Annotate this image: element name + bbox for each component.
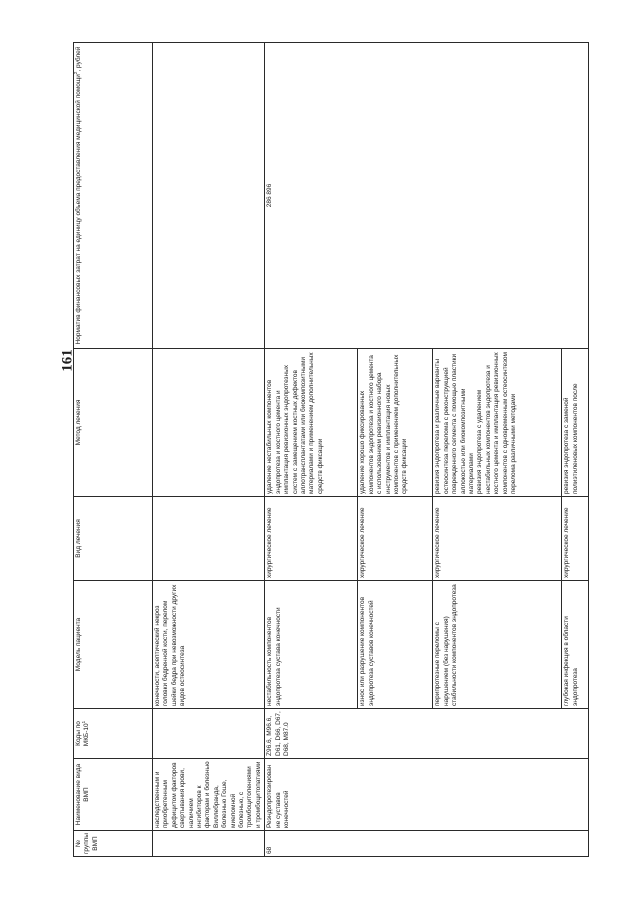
cell-codes — [153, 709, 265, 759]
header-patient-model: Модель пациента — [74, 581, 153, 709]
table-row — [265, 43, 358, 857]
cell-num — [153, 831, 265, 857]
cell-num — [562, 831, 589, 857]
cell-treatment-method — [433, 349, 562, 497]
table-row — [433, 43, 562, 857]
cell-patient-model: конечности, асептический некроз головки бедренной кости, перелом шейки бедра при невозможности других видов остеосинтеза — [153, 581, 265, 709]
cell-patient-model: глубокая инфекция в области эндопротеза — [562, 581, 589, 709]
header-treatment-type: Вид лечения — [74, 497, 153, 581]
cell-patient-model: перипротезные переломы с нарушением (без нарушения) стабильности компонентов эндопротеза — [433, 581, 562, 709]
cell-vmp-name: Реэндопротезирование суставов конечностей — [265, 759, 358, 831]
table-row — [562, 43, 589, 857]
cell-cost-norm — [562, 43, 589, 349]
cell-num: 68 — [265, 831, 358, 857]
cell-treatment-type: хирургическое лечение — [433, 497, 562, 581]
cell-treatment-type: хирургическое лечение — [265, 497, 358, 581]
cell-cost-norm: 286 896 — [265, 43, 358, 349]
cell-patient-model: износ или разрушение компонентов эндопротеза суставов конечностей — [358, 581, 433, 709]
cell-treatment-method — [153, 349, 265, 497]
table-sheet — [73, 43, 588, 857]
cell-num — [358, 831, 433, 857]
header-icd-codes: Коды по МКБ-$10^1$ — [74, 709, 153, 759]
header-treatment-method: Метод лечения — [74, 349, 153, 497]
method-text-2: ревизия эндопротеза с удалением нестабильных компонентов эндопротеза и костного цемента и имплантация ревизионных компонентов с одновременным остеосинтезом перелома различными методами — [476, 352, 517, 494]
cell-treatment-method: удаление хорошо фиксированных компонентов эндопротеза и костного цемента с использованием ревизионного набора инструментов и имплантация новых компонентов с применением дополнительных средств фиксации — [358, 349, 433, 497]
cell-treatment-method: ревизия эндопротеза с заменой полиэтиленовых компонентов после — [562, 349, 589, 497]
table-row — [153, 43, 265, 857]
header-row — [74, 43, 153, 857]
cell-codes: Z96.6, M96.6, D61, D66, D67, D68, M87.0 — [265, 709, 358, 759]
header-vmp-name: Наименование вида ВМП — [74, 759, 153, 831]
cell-treatment-method: удаление нестабильных компонентов эндопротеза и костного цемента и имплантация ревизионных эндопротезных систем с замещением костных дефектов аллотрансплантатами или биокомпозитными материалами и применением дополнительных средств фиксации — [265, 349, 358, 497]
cell-patient-model: нестабильность компонентов эндопротеза сустава конечности — [265, 581, 358, 709]
header-cost-norm: Норматив финансовых затрат на единицу объема предоставления медицинской помощи$^2$, рублей — [74, 43, 153, 349]
vmp-table — [73, 42, 589, 857]
cell-codes — [358, 709, 433, 759]
cell-treatment-type — [153, 497, 265, 581]
cell-codes — [433, 709, 562, 759]
rotated-table-area — [73, 43, 588, 857]
cell-cost-norm — [433, 43, 562, 349]
cell-treatment-type: хирургическое лечение — [562, 497, 589, 581]
cell-treatment-type: хирургическое лечение — [358, 497, 433, 581]
method-text-1: ревизия эндопротеза и различные варианты остеосинтеза перелома с реконструкцией поврежденного сегмента с помощью пластики аллокостью или биокомпозитными материалами — [434, 353, 475, 494]
page-number: 161 — [59, 349, 76, 372]
cell-vmp-name — [358, 759, 433, 831]
header-group-number: № группы ВМП — [74, 831, 153, 857]
cell-num — [433, 831, 562, 857]
cell-cost-norm — [153, 43, 265, 349]
cell-cost-norm — [358, 43, 433, 349]
cell-vmp-name — [433, 759, 562, 831]
cell-vmp-name: наследственным и приобретенным дефицитом факторов свертывания крови, наличием ингибиторов к факторам и болезнью Виллебранда, болезнью Гоше, миеломной болезнью, с тромбоцитопениями и тромбоцитопатиями — [153, 759, 265, 831]
cell-codes — [562, 709, 589, 759]
cell-vmp-name — [562, 759, 589, 831]
table-row — [358, 43, 433, 857]
